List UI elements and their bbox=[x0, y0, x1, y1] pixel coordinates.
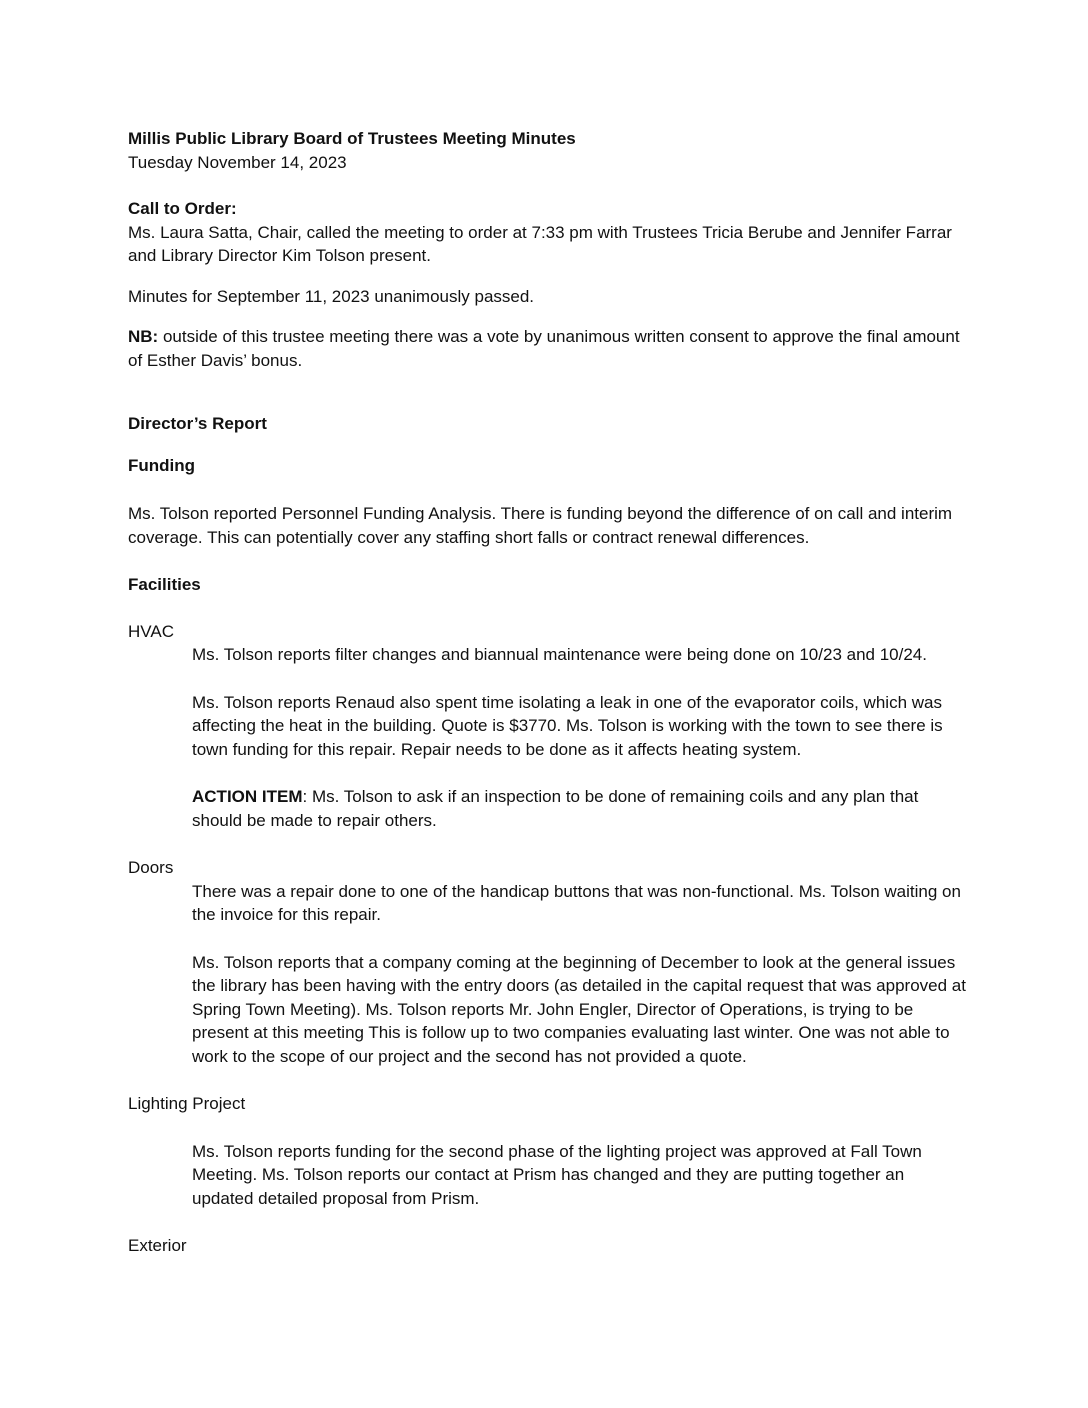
action-item-text: : Ms. Tolson to ask if an inspection to be done of remaining coils and any plan that should be made to repair others. bbox=[192, 787, 919, 830]
doors-label: Doors bbox=[128, 858, 174, 877]
lighting-paragraph: Ms. Tolson reports funding for the second phase of the lighting project was approved at Fall Town Meeting. Ms. Tolson reports our contact at Prism has changed and they are putting together an updated detailed proposal from Prism. bbox=[192, 1141, 922, 1208]
funding-text: Ms. Tolson reported Personnel Funding Analysis. There is funding beyond the difference of on call and interim coverage. This can potentially cover any staffing short falls or contract renewal differences. bbox=[128, 504, 953, 547]
action-item-label: ACTION ITEM bbox=[192, 787, 303, 806]
funding-heading: Funding bbox=[128, 455, 196, 475]
facilities-heading: Facilities bbox=[128, 575, 201, 594]
nb-paragraph bbox=[128, 325, 968, 372]
directors-report-heading: Director’s Report bbox=[128, 414, 267, 433]
document-body bbox=[128, 127, 968, 1258]
minutes-approval-text: Minutes for September 11, 2023 unanimously passed. bbox=[128, 286, 535, 306]
nb-label: NB: bbox=[128, 327, 159, 346]
doors-paragraph-2: Ms. Tolson reports that a company coming at the beginning of December to look at the general issues the library has been having with the entry doors (as detailed in the capital request that was approved at Spring Town Meeting). Ms. Tolson reports Mr. John Engler, Director of Operations, is trying to be present at this meeting This is follow up to two companies evaluating last winter. One was not able to work to the scope of our project and the second has not provided a quote. bbox=[192, 952, 966, 1066]
meeting-date: Tuesday November 14, 2023 bbox=[128, 152, 347, 172]
hvac-action-item bbox=[128, 785, 968, 832]
nb-text: outside of this trustee meeting there was a vote by unanimous written consent to approve the final amount of Esther Davis’ bonus. bbox=[128, 327, 960, 370]
call-to-order-text: Ms. Laura Satta, Chair, called the meeting to order at 7:33 pm with Trustees Tricia Berube and Jennifer Farrar and Library Director Kim Tolson present. bbox=[128, 222, 952, 265]
lighting-label: Lighting Project bbox=[128, 1094, 246, 1113]
hvac-paragraph-1: Ms. Tolson reports filter changes and biannual maintenance were being done on 10/23 and 10/24. bbox=[192, 645, 927, 664]
call-to-order-heading: Call to Order: bbox=[128, 199, 237, 218]
hvac-paragraph-2: Ms. Tolson reports Renaud also spent time isolating a leak in one of the evaporator coils, which was affecting the heat in the building. Quote is $3770. Ms. Tolson is working with the town to see there is town funding for this repair. Repair needs to be done as it affects heating system. bbox=[192, 692, 943, 759]
document-title: Millis Public Library Board of Trustees Meeting Minutes bbox=[128, 129, 576, 148]
hvac-label: HVAC bbox=[128, 621, 174, 641]
doors-paragraph-1: There was a repair done to one of the handicap buttons that was non-functional. Ms. Tolson waiting on the invoice for this repair. bbox=[192, 881, 961, 924]
exterior-label: Exterior bbox=[128, 1236, 187, 1255]
